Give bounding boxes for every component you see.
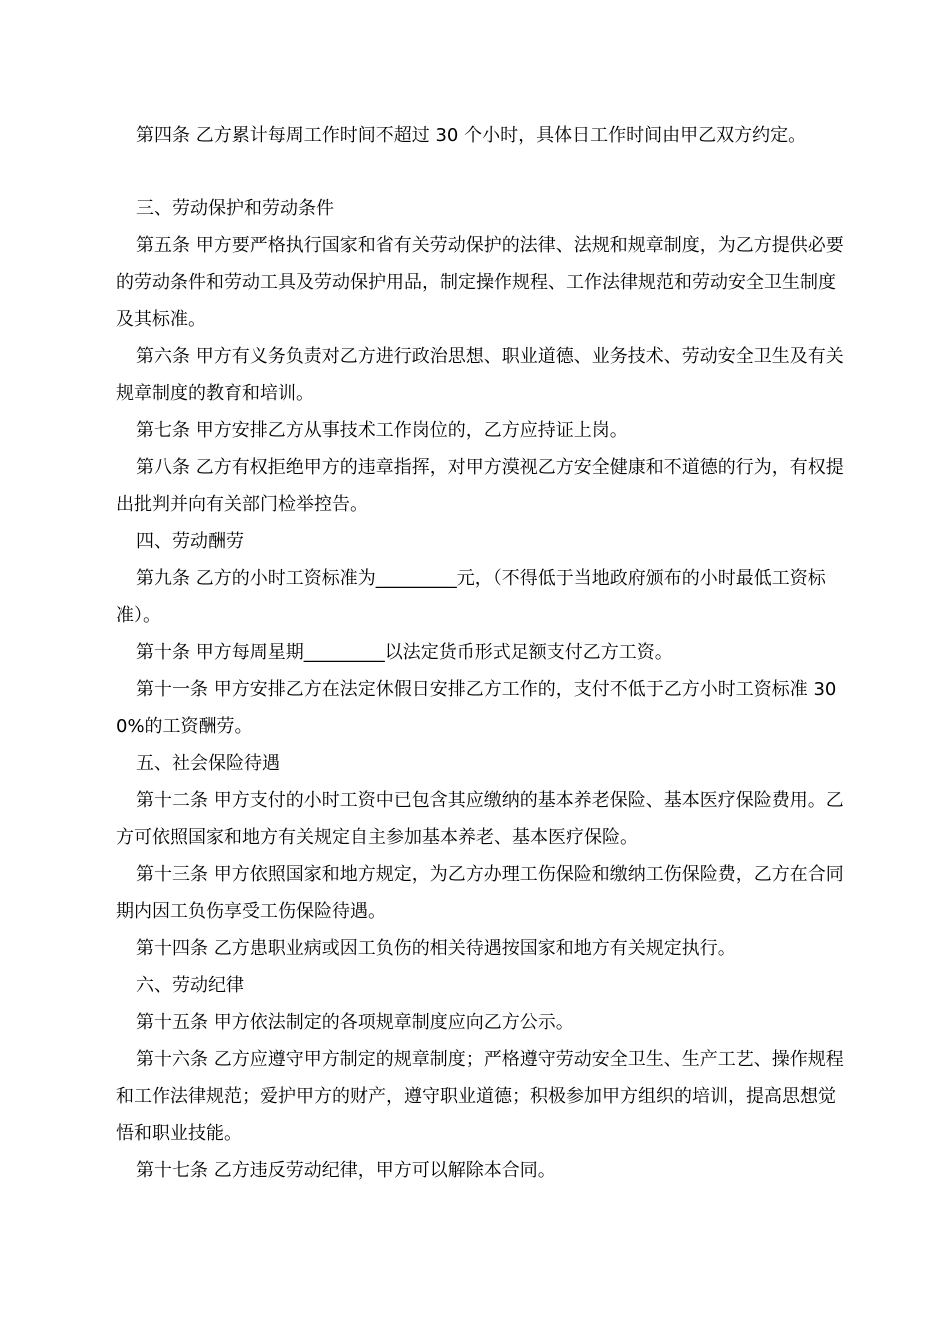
article-4: 第四条 乙方累计每周工作时间不超过 30 个小时，具体日工作时间由甲乙双方约定。 [136,125,807,146]
article-12: 第十二条 甲方支付的小时工资中已包含其应缴纳的基本养老保险、基本医疗保险费用。乙方可依照国家和地方有关规定自主参加基本养老、基本医疗保险。 [116,790,844,848]
article-6: 第六条 甲方有义务负责对乙方进行政治思想、职业道德、业务技术、劳动安全卫生及有关规章制度的教育和培训。 [116,346,844,404]
article-8: 第八条 乙方有权拒绝甲方的违章指挥，对甲方漠视乙方安全健康和不道德的行为，有权提出批判并向有关部门检举控告。 [116,457,844,515]
section-heading-6: 六、劳动纪律 [136,975,244,996]
article-14: 第十四条 乙方患职业病或因工负伤的相关待遇按国家和地方有关规定执行。 [136,938,736,959]
section-heading-5: 五、社会保险待遇 [136,753,280,774]
section-heading-4: 四、劳动酬劳 [136,531,244,552]
article-15: 第十五条 甲方依法制定的各项规章制度应向乙方公示。 [136,1012,574,1033]
article-11: 第十一条 甲方安排乙方在法定休假日安排乙方工作的，支付不低于乙方小时工资标准 300%的工资酬劳。 [116,679,837,737]
article-17: 第十七条 乙方违反劳动纪律，甲方可以解除本合同。 [136,1160,556,1181]
article-13: 第十三条 甲方依照国家和地方规定，为乙方办理工伤保险和缴纳工伤保险费，乙方在合同期内因工负伤享受工伤保险待遇。 [116,864,844,922]
article-16: 第十六条 乙方应遵守甲方制定的规章制度；严格遵守劳动安全卫生、生产工艺、操作规程和工作法律规范；爱护甲方的财产，遵守职业道德；积极参加甲方组织的培训，提高思想觉悟和职业技能。 [116,1049,844,1144]
article-7: 第七条 甲方安排乙方从事技术工作岗位的，乙方应持证上岗。 [136,420,628,441]
section-heading-3: 三、劳动保护和劳动条件 [136,198,334,219]
article-9: 第九条 乙方的小时工资标准为_________元，（不得低于当地政府颁布的小时最低工资标准）。 [116,568,826,626]
article-10: 第十条 甲方每周星期_________以法定货币形式足额支付乙方工资。 [136,642,673,663]
document-body [116,117,851,1189]
article-5: 第五条 甲方要严格执行国家和省有关劳动保护的法律、法规和规章制度，为乙方提供必要的劳动条件和劳动工具及劳动保护用品，制定操作规程、工作法律规范和劳动安全卫生制度及其标准。 [116,235,844,330]
